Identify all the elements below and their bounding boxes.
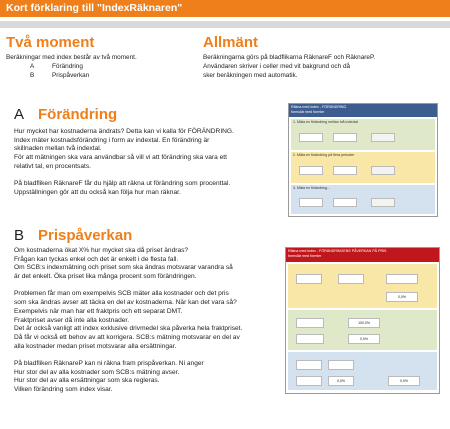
thumbnail-a-band-3 [291,185,435,214]
section-a-title: Förändring [38,106,118,123]
thumbnail-a-result [371,166,395,175]
divider-strip [0,21,450,28]
thumbnail-a-band-2-label: 2. Mäta en förändring på flera perioder [293,153,355,157]
two-moments-heading: Två moment [6,34,95,51]
thumbnail-b-band-3 [288,352,437,390]
thumbnail-a-input [333,133,357,142]
general-line-2: Användaren skriver i celler med vit bakgrund och då [203,63,351,70]
thumbnail-a-input [333,198,357,207]
thumbnail-b-pct-5: 0,0% [388,376,420,386]
section-b-line: alla kostnader medan priset motsvarar alla ersättningar. [14,342,177,350]
thumbnail-b-input [386,274,418,284]
section-a-line: relativt tal, en procentsats. [14,162,91,170]
thumbnail-b-pct-3: 0,0% [348,334,380,344]
title-bar-text: Kort förklaring till "IndexRäknaren" [6,2,183,14]
general-line-3: sker beräkningen med automatik. [203,72,298,79]
thumbnail-a-subtitle: formulär med formler [291,110,325,114]
moment-a-label: Förändring [52,63,83,70]
two-moments-intro: Beräkningar med index består av två moment. [6,54,137,61]
section-a-line: Hur mycket har kostnaderna ändrats? Detta kan vi kalla för FÖRÄNDRING. [14,128,234,135]
section-b-line: Hur stor del av alla ersättningar som ska regleras. [14,377,160,385]
thumbnail-b-input [296,274,322,284]
thumbnail-a-band-2 [291,152,435,183]
section-b-letter: B [14,227,25,244]
thumbnail-a-input [299,198,323,207]
section-b-line: Det är också vanligt att index exklusive drivmedel ska påverka hela fraktpriset. [14,325,243,333]
title-bar [0,0,450,17]
section-b-line: På bladfliken RäknareP kan ni räkna fram prispåverkan. Ni anger [14,359,204,367]
section-a-text [14,128,234,198]
moment-b-letter: B [30,72,35,79]
thumbnail-a-band-1-label: 1. Mäta en förändring mellan två indextal [293,120,358,124]
thumbnail-b-pct-4: 0,0% [328,376,354,386]
section-b-text [14,247,242,395]
general-line-1: Beräkningarna görs på bladflikarna RäknareF och RäknareP. [203,54,376,61]
thumbnail-b-subtitle: formulär med formler [288,254,322,258]
thumbnail-b-input [296,360,322,370]
section-a-line: På bladfliken RäknareF får du hjälp att räkna ut förändring som procenttal. [14,180,231,188]
section-b-line: Problemen får man om exempelvis SCB mäter alla kostnader och det pris [14,290,229,298]
section-b-line: Om SCB:s indexmätning och priset som ska ändras motsvarar varandra så [14,264,233,272]
section-b-line: är det enkelt. Öka priset lika många procent som förändringen. [14,273,197,281]
thumbnail-rakna-p [285,247,440,394]
thumbnail-a-title: Räkna med index - FÖRÄNDRING [291,105,347,109]
section-a-letter: A [14,106,25,123]
thumbnail-a-header [289,104,437,117]
thumbnail-b-input [338,274,364,284]
thumbnail-a-input [333,166,357,175]
thumbnail-b-input [296,334,324,344]
section-a-line: För att mätningen ska vara användbar så vill vi att förändring ska vara ett [14,154,227,162]
thumbnail-a-result [371,133,395,142]
thumbnail-a-input [299,166,323,175]
moment-a-letter: A [30,63,35,70]
section-a-line [14,171,234,180]
section-b-line: Hur stor del av alla kostnader som SCB:s mätning avser. [14,368,180,376]
section-b-line: Exempelvis när man har ett fraktpris och ett separat DMT. [14,307,183,315]
section-a-line: Uppställningen gör att du också kan följa hur man räknar. [14,188,181,196]
thumbnail-rakna-f [288,103,438,217]
section-b-line: Då får vi också ett behov av att korrigera. SCB:s mätning motsvarar en del av [14,333,240,341]
general-heading: Allmänt [203,34,259,51]
thumbnail-a-input [299,133,323,142]
thumbnail-a-band-3-label: 3. Mäta en förändring... [293,186,331,190]
moment-b-label: Prispåverkan [52,72,90,79]
thumbnail-b-pct-2: 100,0% [348,318,380,328]
section-b-line [14,351,242,360]
section-b-line: Fraktpriset avser då inte alla kostnader. [14,316,130,324]
thumbnail-b-input [296,318,324,328]
thumbnail-b-title: Räkna med index - FÖRÄNDRINGENS PÅVERKAN PÅ PRIS [288,249,387,253]
thumbnail-b-input [296,376,322,386]
thumbnail-b-pct-1: 0,0% [386,292,418,302]
section-b-title: Prispåverkan [38,227,133,244]
thumbnail-b-header [286,248,439,262]
thumbnail-a-band-1 [291,119,435,150]
thumbnail-b-input [328,360,354,370]
section-b-line: som ska ändras avser att täcka en del av kostnaderna. När kan det vara så? [14,299,237,307]
thumbnail-a-result [371,198,395,207]
thumbnail-b-band-1 [288,264,437,308]
thumbnail-b-band-2 [288,310,437,350]
section-a-line: skillnaden mellan två indextal. [14,145,102,153]
section-b-line: Om kostnaderna ökat X% hur mycket ska då priset ändras? [14,247,189,254]
section-b-line: Frågan kan tyckas enkel och det är enkelt i de flesta fall. [14,255,179,263]
section-a-line: Index mäter kostnadsförändring i form av indextal. En förändring är [14,136,210,144]
section-b-line: Vilken förändring som index visar. [14,386,113,393]
